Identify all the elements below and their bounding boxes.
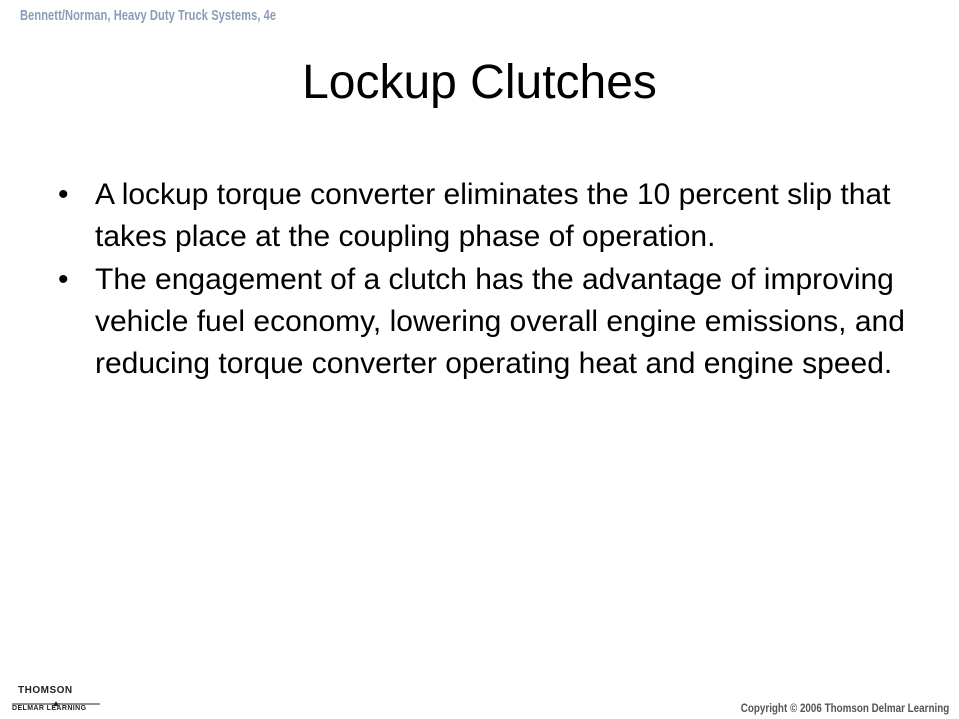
- bullet-item: [58, 174, 918, 258]
- bullet-text: The engagement of a clutch has the advantage of improving vehicle fuel economy, lowering overall engine emissions, and reducing torque converter operating heat and engine speed.: [95, 263, 905, 380]
- copyright-notice: Copyright © 2006 Thomson Delmar Learning: [740, 701, 949, 715]
- book-title-header: Bennett/Norman, Heavy Duty Truck Systems, 4e: [20, 7, 277, 24]
- bullet-list: [58, 174, 918, 386]
- logo-bottom-text: DELMAR LEARNING: [12, 705, 87, 712]
- bullet-text: A lockup torque converter eliminates the 10 percent slip that takes place at the coupling phase of operation.: [95, 178, 891, 253]
- bullet-item: [58, 259, 918, 385]
- bullet-dot-icon: •: [58, 263, 69, 296]
- bullet-dot-icon: •: [58, 178, 69, 211]
- logo-top-text: THOMSON: [18, 685, 73, 696]
- slide-title: Lockup Clutches: [302, 56, 657, 109]
- thomson-delmar-logo: [12, 685, 100, 715]
